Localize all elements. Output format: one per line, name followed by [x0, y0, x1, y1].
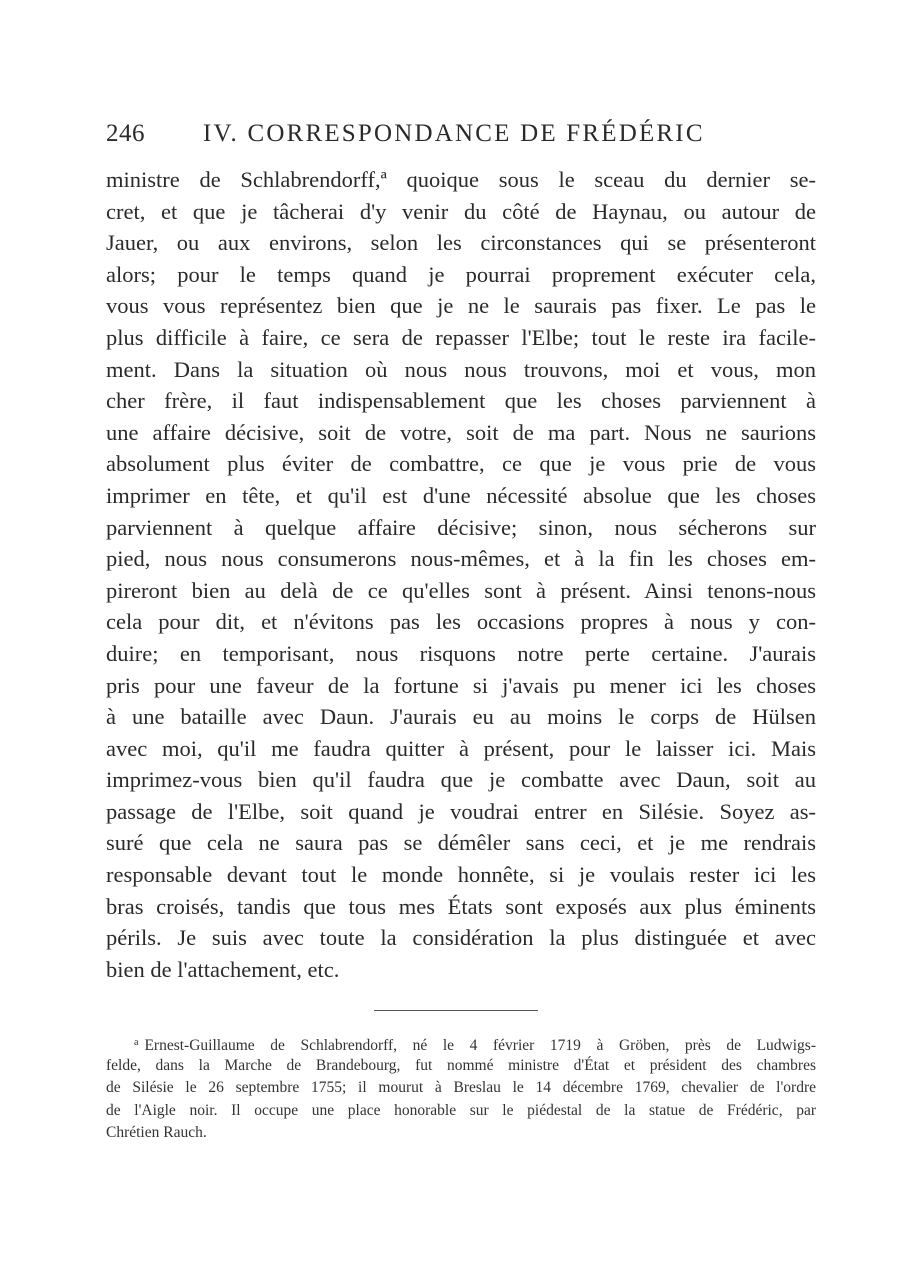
- text-line: bras croisés, tandis que tous mes États sont exposés aux plus éminents: [106, 893, 816, 919]
- text-line: plus difficile à faire, ce sera de repasser l'Elbe; tout le reste ira facile-: [106, 324, 816, 350]
- text-line: parviennent à quelque affaire décisive; sinon, nous sécherons sur: [106, 514, 816, 540]
- text-line: pris pour une faveur de la fortune si j'avais pu mener ici les choses: [106, 672, 816, 698]
- footnote-line: de l'Aigle noir. Il occupe une place honorable sur le piédestal de la statue de Frédéric, par: [106, 1101, 816, 1119]
- text-line: Jauer, ou aux environs, selon les circonstances qui se présenteront: [106, 230, 816, 256]
- text-line: absolument plus éviter de combattre, ce que je vous prie de vous: [106, 451, 816, 477]
- text-line: imprimer en tête, et qu'il est d'une nécessité absolue que les choses: [106, 482, 816, 508]
- text-line: ministre de Schlabrendorff,ª quoique sous le sceau du dernier se-: [106, 167, 816, 192]
- footnote-line: de Silésie le 26 septembre 1755; il mourut à Breslau le 14 décembre 1769, chevalier de l'ordre: [106, 1079, 816, 1096]
- running-title: IV. CORRESPONDANCE DE FRÉDÉRIC: [203, 120, 705, 147]
- text-line: cher frère, il faut indispensablement que les choses parviennent à: [106, 388, 816, 414]
- text-line: périls. Je suis avec toute la considération la plus distinguée et avec: [106, 925, 816, 951]
- text-line: à une bataille avec Daun. J'aurais eu au moins le corps de Hülsen: [106, 704, 816, 730]
- text-line: ment. Dans la situation où nous nous trouvons, moi et vous, mon: [106, 356, 816, 382]
- page-number: 246: [106, 120, 145, 147]
- text-line: cela pour dit, et n'évitons pas les occasions propres à nous y con-: [106, 609, 816, 635]
- text-line: pied, nous nous consumerons nous-mêmes, et à la fin les choses em-: [106, 546, 816, 572]
- text-line: alors; pour le temps quand je pourrai proprement exécuter cela,: [106, 261, 816, 287]
- body-text: [106, 164, 816, 985]
- footnote-line: felde, dans la Marche de Brandebourg, fut nommé ministre d'État et président des chambres: [106, 1056, 816, 1074]
- text-line: suré que cela ne saura pas se démêler sans ceci, et je me rendrais: [106, 830, 816, 856]
- footnote-line: [106, 1032, 816, 1055]
- footnote: [106, 1032, 816, 1145]
- text-line: une affaire décisive, soit de votre, soit de ma part. Nous ne saurions: [106, 419, 816, 445]
- text-line: vous vous représentez bien que je ne le saurais pas fixer. Le pas le: [106, 293, 816, 319]
- footnote-divider: [374, 1010, 538, 1011]
- text-line: imprimez-vous bien qu'il faudra que je combatte avec Daun, soit au: [106, 767, 816, 793]
- text-line: duire; en temporisant, nous risquons notre perte certaine. J'aurais: [106, 640, 816, 666]
- text-line: responsable devant tout le monde honnête, si je voulais rester ici les: [106, 862, 816, 888]
- footnote-line: Chrétien Rauch.: [106, 1124, 207, 1141]
- footnote-marker: a: [134, 1037, 139, 1048]
- text-line: cret, et que je tâcherai d'y venir du côté de Haynau, ou autour de: [106, 198, 816, 224]
- footnote-line-text: Ernest-Guillaume de Schlabrendorff, né le 4 février 1719 à Gröben, près de Ludwigs-: [144, 1037, 816, 1054]
- text-line: passage de l'Elbe, soit quand je voudrai entrer en Silésie. Soyez as-: [106, 798, 816, 824]
- text-line: avec moi, qu'il me faudra quitter à présent, pour le laisser ici. Mais: [106, 735, 816, 761]
- running-head: [106, 120, 826, 156]
- text-line: pireront bien au delà de ce qu'elles sont à présent. Ainsi tenons-nous: [106, 577, 816, 603]
- text-line: bien de l'attachement, etc.: [106, 956, 340, 982]
